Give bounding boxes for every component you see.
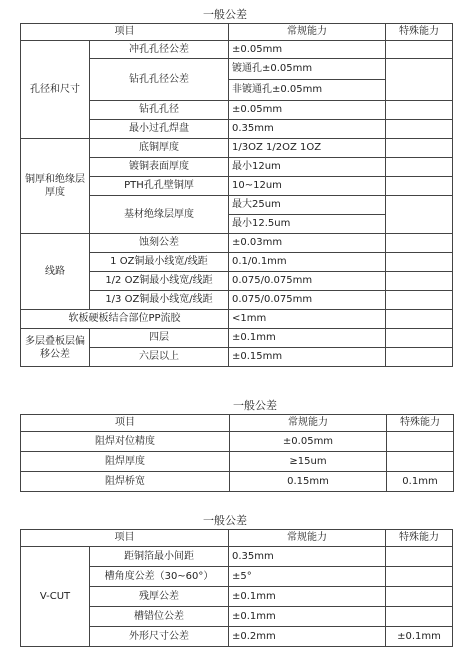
- table2-header-row: [21, 415, 454, 432]
- table2-header-item: 项目: [21, 415, 230, 432]
- row-value: 最大25um: [229, 196, 386, 215]
- table-row: [21, 234, 453, 253]
- row-value: ±0.1mm: [229, 587, 386, 607]
- row-special: [387, 432, 454, 452]
- row-label: 1/2 OZ铜最小线宽/线距: [90, 272, 229, 291]
- row-label: 四层: [90, 329, 229, 348]
- group-hole-size: 孔径和尺寸: [21, 41, 90, 139]
- row-value: 0.35mm: [229, 120, 386, 139]
- row-label: 钻孔孔径: [90, 101, 229, 120]
- row-label: 底铜厚度: [90, 139, 229, 158]
- row-special: [386, 329, 453, 348]
- row-label: 基材绝缘层厚度: [90, 196, 229, 234]
- row-label: 阻焊对位精度: [21, 432, 230, 452]
- table2-header-special: 特殊能力: [387, 415, 454, 432]
- row-special: ±0.1mm: [386, 627, 453, 647]
- table-row: [21, 547, 453, 567]
- row-label: 1 OZ铜最小线宽/线距: [90, 253, 229, 272]
- row-value: ≥15um: [230, 452, 387, 472]
- row-value: 0.15mm: [230, 472, 387, 492]
- table-row: [21, 329, 453, 348]
- row-special: [386, 59, 453, 101]
- row-special: [386, 348, 453, 367]
- row-label: 蚀刻公差: [90, 234, 229, 253]
- row-label: PTH孔孔壁铜厚: [90, 177, 229, 196]
- row-value: 最小12.5um: [229, 215, 386, 234]
- table3-caption: 一般公差: [203, 514, 247, 527]
- row-special: [386, 158, 453, 177]
- row-value: 0.075/0.075mm: [229, 272, 386, 291]
- table-row: [21, 432, 454, 452]
- group-v-cut: V-CUT: [21, 547, 90, 647]
- row-special: [386, 587, 453, 607]
- table-row: [21, 139, 453, 158]
- table1-header-regular: 常规能力: [229, 24, 386, 41]
- table-row: [21, 472, 454, 492]
- group-copper-thickness: 铜厚和绝缘层厚度: [21, 139, 90, 234]
- row-special: [386, 310, 453, 329]
- tolerance-table-1: [20, 23, 453, 367]
- row-label: 距铜箔最小间距: [90, 547, 229, 567]
- row-label: 软板硬板结合部位PP流胶: [21, 310, 229, 329]
- table3-header-special: 特殊能力: [386, 530, 453, 547]
- table2-header-regular: 常规能力: [230, 415, 387, 432]
- row-label: 阻焊厚度: [21, 452, 230, 472]
- table2-caption: 一般公差: [233, 399, 277, 412]
- tolerance-table-3: [20, 529, 453, 647]
- row-value: ±5°: [229, 567, 386, 587]
- table1-header-item: 项目: [21, 24, 229, 41]
- row-label: 最小过孔焊盘: [90, 120, 229, 139]
- row-special: [386, 547, 453, 567]
- row-label: 外形尺寸公差: [90, 627, 229, 647]
- row-special: [386, 567, 453, 587]
- row-value: ±0.05mm: [229, 101, 386, 120]
- row-special: [386, 120, 453, 139]
- group-layer-offset: 多层叠板层偏移公差: [21, 329, 90, 367]
- row-special: [386, 234, 453, 253]
- row-label: 六层以上: [90, 348, 229, 367]
- row-special: [386, 272, 453, 291]
- row-value: ±0.05mm: [230, 432, 387, 452]
- table1-header-row: [21, 24, 453, 41]
- row-value: 镀通孔±0.05mm: [229, 59, 386, 80]
- group-line: 线路: [21, 234, 90, 310]
- row-special: [386, 139, 453, 158]
- row-special: [387, 452, 454, 472]
- table3-header-regular: 常规能力: [229, 530, 386, 547]
- table-row: [21, 452, 454, 472]
- row-label: 镀铜表面厚度: [90, 158, 229, 177]
- table1-header-special: 特殊能力: [386, 24, 453, 41]
- row-label: 冲孔孔径公差: [90, 41, 229, 59]
- row-value: 10~12um: [229, 177, 386, 196]
- row-value: 最小12um: [229, 158, 386, 177]
- table3-header-item: 项目: [21, 530, 229, 547]
- row-label: 槽角度公差（30~60°）: [90, 567, 229, 587]
- table3-header-row: [21, 530, 453, 547]
- row-label: 钻孔孔径公差: [90, 59, 229, 101]
- row-special: [386, 177, 453, 196]
- row-value: ±0.03mm: [229, 234, 386, 253]
- row-value: 1/3OZ 1/2OZ 1OZ: [229, 139, 386, 158]
- row-special: [386, 291, 453, 310]
- row-special: [386, 607, 453, 627]
- row-value: 0.075/0.075mm: [229, 291, 386, 310]
- row-value: ±0.1mm: [229, 329, 386, 348]
- row-label: 槽错位公差: [90, 607, 229, 627]
- row-value: ±0.05mm: [229, 41, 386, 59]
- tolerance-table-2: [20, 414, 454, 492]
- row-special: [386, 253, 453, 272]
- table-row: [21, 310, 453, 329]
- row-value: 0.35mm: [229, 547, 386, 567]
- table-row: [21, 41, 453, 59]
- row-value: 非镀通孔±0.05mm: [229, 80, 386, 101]
- row-special: [386, 41, 453, 59]
- row-label: 残厚公差: [90, 587, 229, 607]
- table1-caption: 一般公差: [203, 8, 247, 21]
- row-value: ±0.15mm: [229, 348, 386, 367]
- row-value: ±0.2mm: [229, 627, 386, 647]
- row-label: 阻焊桥宽: [21, 472, 230, 492]
- row-special: [386, 196, 453, 234]
- row-value: ±0.1mm: [229, 607, 386, 627]
- row-special: [386, 101, 453, 120]
- row-label: 1/3 OZ铜最小线宽/线距: [90, 291, 229, 310]
- row-special: 0.1mm: [387, 472, 454, 492]
- row-value: <1mm: [229, 310, 386, 329]
- row-value: 0.1/0.1mm: [229, 253, 386, 272]
